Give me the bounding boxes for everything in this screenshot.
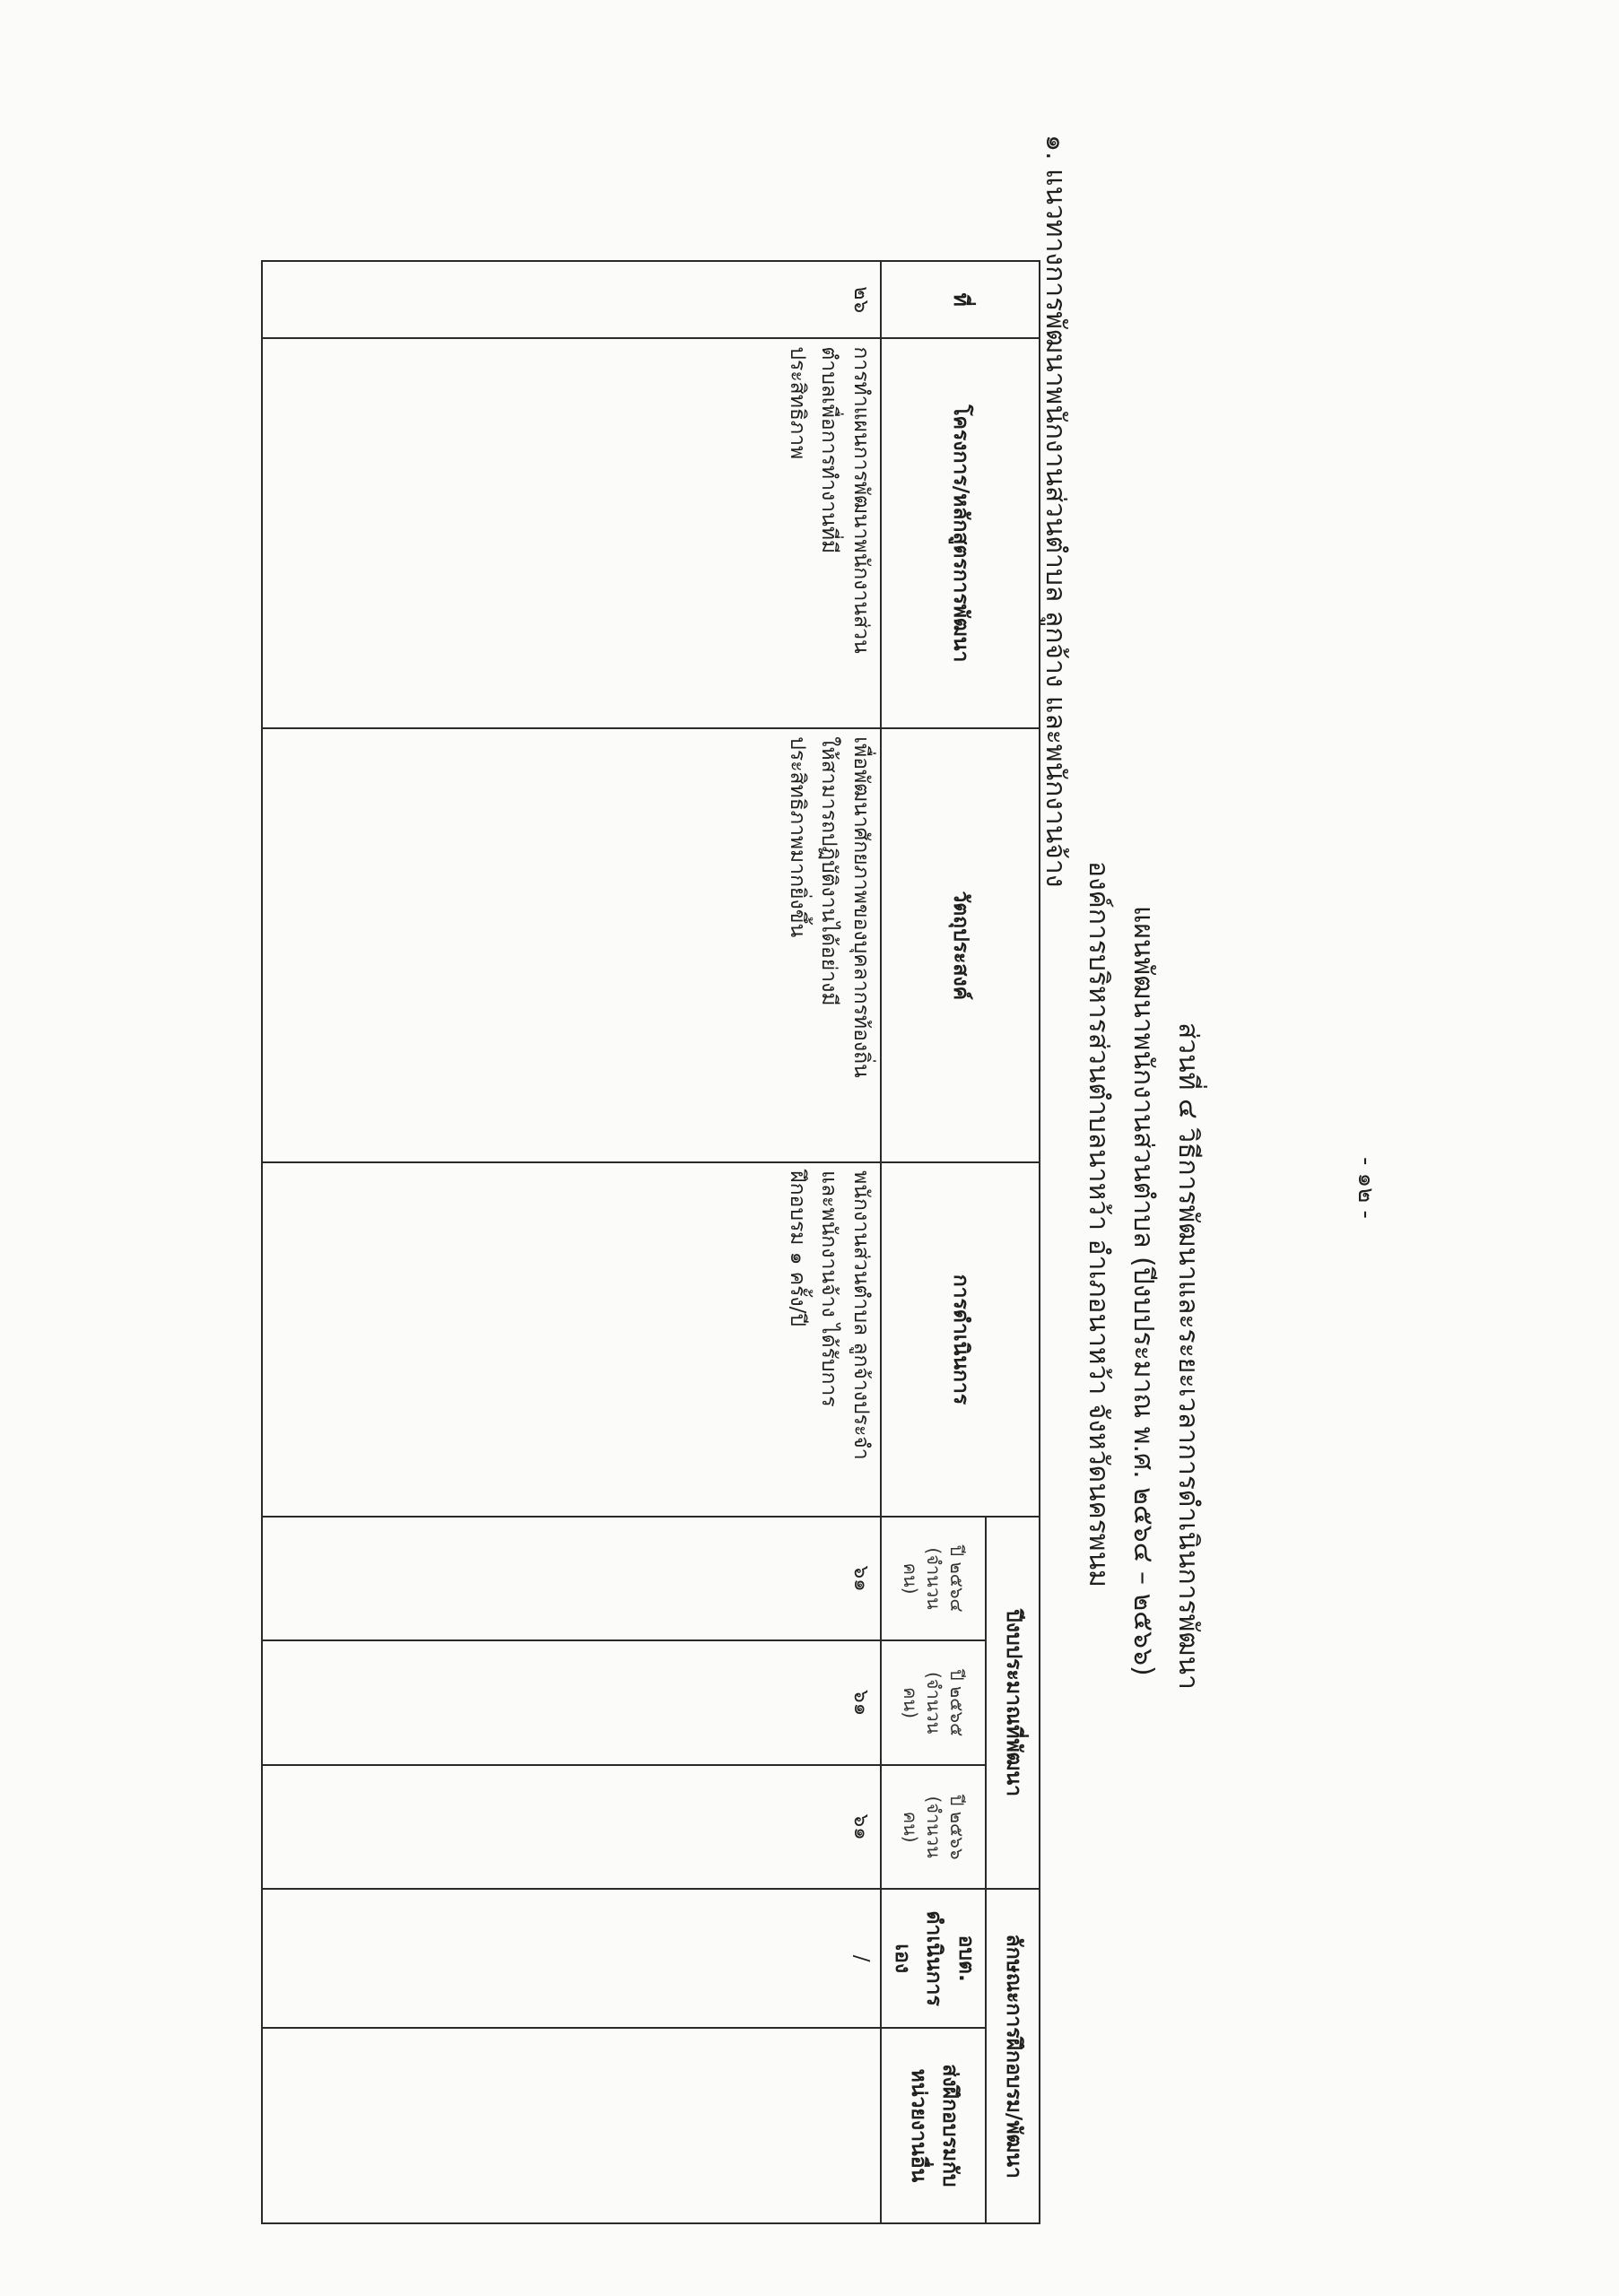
row-project: การทำแผนการพัฒนาพนักงานส่วน ตำบลเพื่อการทำงานที่มี ประสิทธิภาพ bbox=[262, 338, 881, 728]
row-no: ๒๖ bbox=[262, 261, 881, 338]
header-year-2565: ปี ๒๕๖๕ (จำนวน คน) bbox=[881, 1640, 986, 1765]
document-sheet bbox=[233, 72, 1399, 2224]
heading-organization: องค์การบริหารส่วนตำบลนาหว้า อำเภอนาหว้า จังหวัดนครพนม bbox=[1083, 861, 1114, 1587]
section-title: ๑. แนวทางการพัฒนาพนักงานส่วนตำบล ลูกจ้าง และพนักงานจ้าง bbox=[1040, 135, 1071, 888]
header-objective: วัตถุประสงค์ bbox=[881, 728, 1040, 1162]
header-self-run: อบต. ดำเนินการเอง bbox=[881, 1889, 986, 2027]
header-send-other: ส่งฝึกอบรมกับ หน่วยงานอื่น bbox=[881, 2028, 986, 2223]
row-self-run-mark: / bbox=[262, 1889, 881, 2027]
row-year-2566: ๖๑ bbox=[262, 1765, 881, 1890]
header-row-1 bbox=[986, 261, 1040, 2223]
page-number: - ๑๒ - bbox=[1353, 1157, 1380, 1219]
heading-plan-title: แผนพัฒนาพนักงานส่วนตำบล (ปีงบประมาณ พ.ศ. ๒๕๖๔ – ๒๕๖๖) bbox=[1127, 906, 1159, 1676]
header-year-2564: ปี ๒๕๖๔ (จำนวน คน) bbox=[881, 1517, 986, 1641]
header-budget-years: ปีงบประมาณที่พัฒนา bbox=[986, 1517, 1040, 1890]
row-send-other-mark bbox=[262, 2028, 881, 2223]
header-no: ที่ bbox=[881, 261, 1040, 338]
header-project: โครงการ/หลักสูตรการพัฒนา bbox=[881, 338, 1040, 728]
row-operation: พนักงานส่วนตำบล ลูกจ้างประจำ และพนักงานจ้าง ได้รับการ ฝึกอบรม ๑ ครั้ง/ปี bbox=[262, 1162, 881, 1517]
row-year-2564: ๖๑ bbox=[262, 1517, 881, 1641]
header-year-2566: ปี ๒๕๖๖ (จำนวน คน) bbox=[881, 1765, 986, 1890]
row-year-2565: ๖๑ bbox=[262, 1640, 881, 1765]
heading-part-title: ส่วนที่ ๔ วิธีการพัฒนาและระยะเวลาการดำเนินการพัฒนา bbox=[1172, 1022, 1204, 1690]
development-plan-table bbox=[261, 260, 1040, 2224]
row-objective: เพื่อพัฒนาศักยภาพของบุคลากรท้องถิ่น ให้สามารถปฏิบัติงานได้อย่างมี ประสิทธิภาพมากยิ่งขึ้น bbox=[262, 728, 881, 1162]
header-operation: การดำเนินการ bbox=[881, 1162, 1040, 1517]
table-row bbox=[262, 261, 881, 2223]
header-training-type: ลักษณะการฝึกอบรม/พัฒนา bbox=[986, 1889, 1040, 2223]
